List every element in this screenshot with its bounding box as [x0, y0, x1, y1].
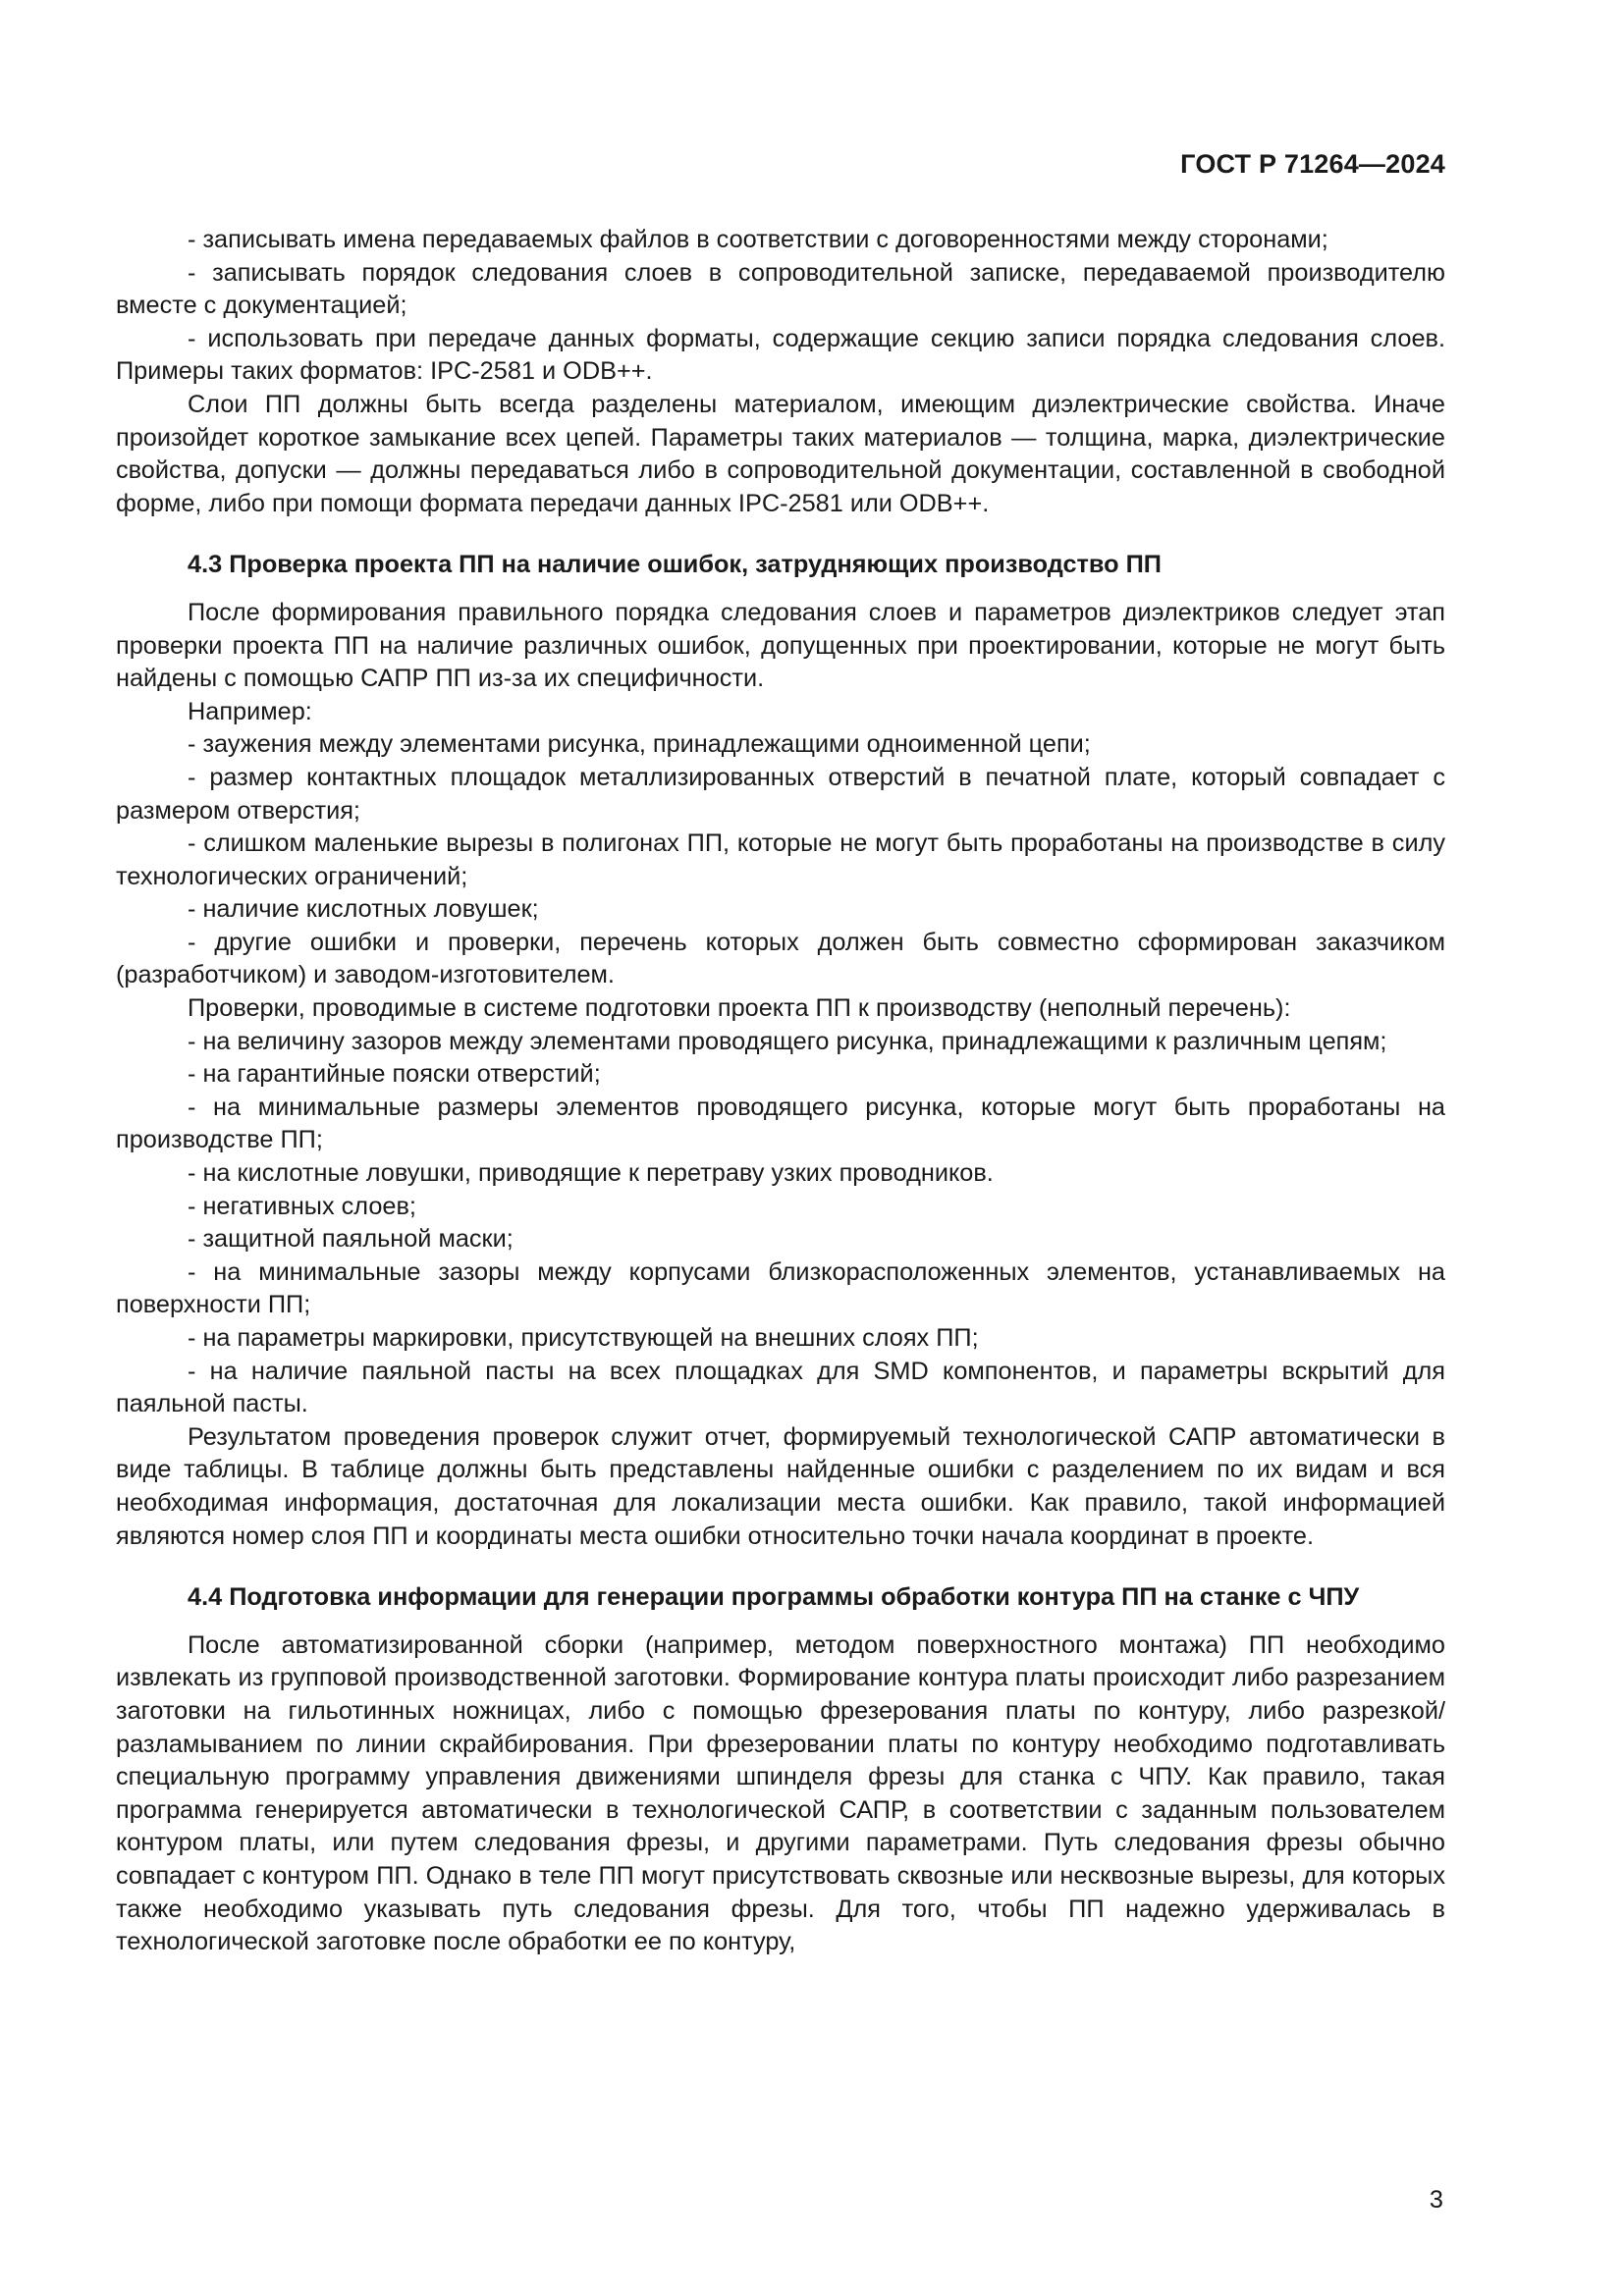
list-item: - на гарантийные пояски отверстий; — [188, 1060, 601, 1089]
paragraph: После автоматизированной сборки (например, методом поверхностного монтажа) ПП необходимо извлекать из групповой производственной заготовки. Формирование контура платы происходит либо разрезанием заготовки на гильотинных ножницах, либо с помощью фрезерования платы по контуру, либо разрезкой/разламыванием по линии скрайбирования. При фрезеровании платы по контуру необходимо подготавливать специальную программу управления движениями шпинделя фрезы для станка с ЧПУ. Как правило, такая программа генерируется автоматически в технологической САПР, в соответствии с заданным пользователем контуром платы, или путем следования фрезы, и другими параметрами. Путь следования фрезы обычно совпадает с контуром ПП. Однако в теле ПП могут присутствовать сквозные или несквозные вырезы, для которых также необходимо указывать путь следования фрезы. Для того, чтобы ПП надежно удерживалась в технологической заготовке после обработки ее по контуру, — [116, 1630, 1445, 1956]
list-item: - другие ошибки и проверки, перечень которых должен быть совместно сформирован заказчиком (разработчиком) и заводом-изготовителем. — [116, 928, 1445, 989]
list-item: - размер контактных площадок металлизированных отверстий в печатной плате, который совпадает с размером отверстия; — [116, 763, 1445, 825]
list-item: - на кислотные ловушки, приводящие к перетраву узких проводников. — [188, 1159, 994, 1188]
paragraph: - использовать при передаче данных форматы, содержащие секцию записи порядка следования слоев. Примеры таких форматов: IPC-2581 и ODB++. — [116, 324, 1445, 386]
paragraph: - записывать порядок следования слоев в сопроводительной записке, передаваемой производителю вместе с документацией; — [116, 258, 1445, 320]
list-item: - негативных слоев; — [188, 1192, 416, 1220]
list-item: - наличие кислотных ловушек; — [188, 895, 539, 924]
list-item: - на наличие паяльной пасты на всех площадках для SMD компонентов, и параметры вскрытий для паяльной пасты. — [116, 1357, 1445, 1418]
section-heading: 4.3 Проверка проекта ПП на наличие ошибок, затрудняющих производство ПП — [188, 551, 1162, 579]
list-item: - на величину зазоров между элементами проводящего рисунка, принадлежащими к различным цепям; — [188, 1027, 1387, 1055]
paragraph: Проверки, проводимые в системе подготовки проекта ПП к производству (неполный перечень): — [188, 994, 1291, 1023]
list-item: - на минимальные зазоры между корпусами близкорасположенных элементов, устанавливаемых на поверхности ПП; — [116, 1257, 1445, 1319]
list-item: - заужения между элементами рисунка, принадлежащими одноименной цепи; — [188, 730, 1091, 759]
paragraph: После формирования правильного порядка следования слоев и параметров диэлектриков следует этап проверки проекта ПП на наличие различных ошибок, допущенных при проектировании, которые не могут быть найдены с помощью САПР ПП из-за их специфичности. — [116, 598, 1445, 693]
paragraph: Например: — [188, 697, 312, 725]
list-item: - слишком маленькие вырезы в полигонах ПП, которые не могут быть проработаны на производстве в силу технологических ограничений; — [116, 829, 1445, 890]
paragraph: Слои ПП должны быть всегда разделены материалом, имеющим диэлектрические свойства. Иначе произойдет короткое замыкание всех цепей. Параметры таких материалов — толщина, марка, диэлектрические свойства, допуски — должны передаваться либо в сопроводительной документации, составленной в свободной форме, либо при помощи формата передачи данных IPC-2581 или ODB++. — [116, 390, 1445, 517]
page-number: 3 — [1429, 2186, 1443, 2214]
paragraph: - записывать имена передаваемых файлов в соответствии с договоренностями между сторонами; — [188, 226, 1328, 253]
list-item: - на минимальные размеры элементов проводящего рисунка, которые могут быть проработаны на производстве ПП; — [116, 1093, 1445, 1154]
document-body — [116, 224, 1445, 1959]
paragraph: Результатом проведения проверок служит отчет, формируемый технологической САПР автоматически в виде таблицы. В таблице должны быть представлены найденные ошибки с разделением по их видам и вся необходимая информация, достаточная для локализации места ошибки. Как правило, такой информацией являются номер слоя ПП и координаты места ошибки относительно точки начала координат в проекте. — [116, 1422, 1445, 1550]
document-id: ГОСТ Р 71264—2024 — [1180, 149, 1445, 179]
list-item: - защитной паяльной маски; — [188, 1225, 514, 1254]
list-item: - на параметры маркировки, присутствующей на внешних слоях ПП; — [188, 1324, 979, 1352]
section-heading: 4.4 Подготовка информации для генерации программы обработки контура ПП на станке с ЧПУ — [188, 1583, 1360, 1612]
